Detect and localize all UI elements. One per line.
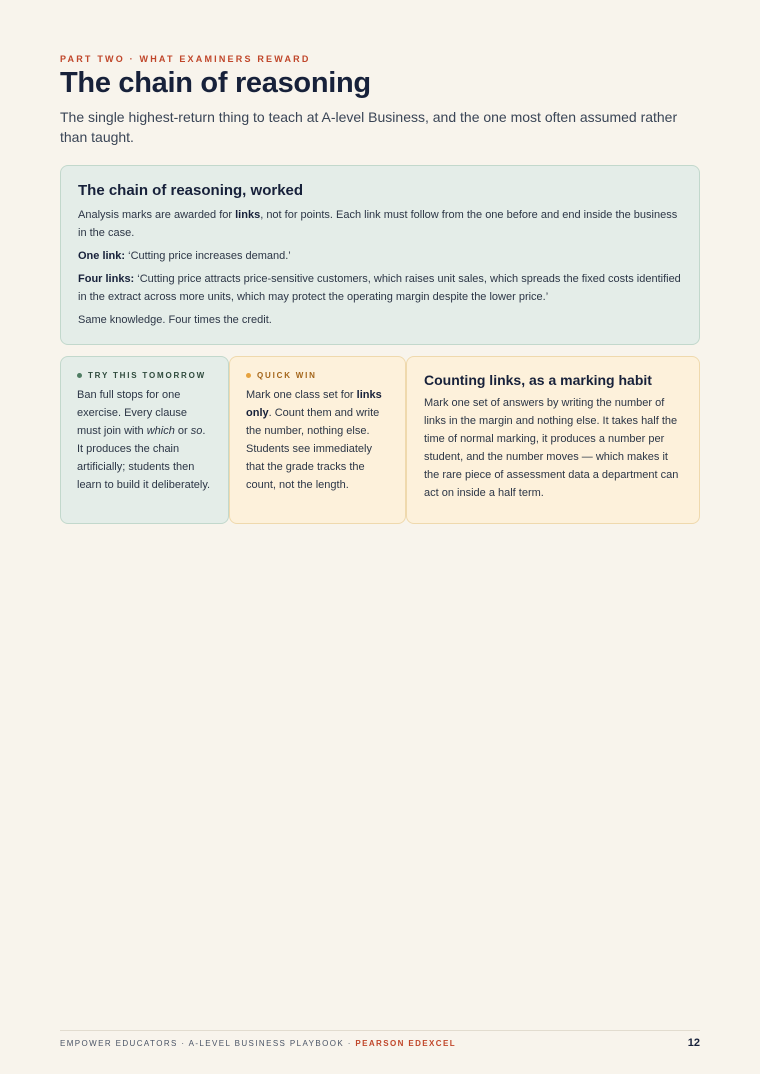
try-text-3: . It produces the chain artificially; students then learn to build it deliberately. — [77, 425, 211, 491]
footer-brand: PEARSON EDEXCEL — [355, 1039, 456, 1048]
try-em-so: so — [190, 425, 203, 437]
quick-bold: links only — [246, 389, 382, 419]
page-title: The chain of reasoning — [60, 67, 371, 99]
intro-bold: links — [235, 209, 261, 221]
footer-credit — [60, 1039, 456, 1048]
one-link-text: ‘Cutting price increases demand.’ — [125, 250, 291, 262]
page-subtitle: The single highest-return thing to teach at A-level Business, and the one most often assumed rather than taught. — [60, 109, 678, 145]
quick-win-text — [246, 386, 389, 494]
worked-example-heading: The chain of reasoning, worked — [78, 182, 304, 199]
counting-links-text: Mark one set of answers by writing the number of links in the margin and nothing else. It takes half the time of normal marking, it produces a number per student, and the number moves — which makes it the rare piece of assessment data a department can act on inside a half term. — [424, 397, 679, 499]
four-links-example — [78, 270, 682, 306]
intro-text-end: , not for points. Each link must follow from the one before and end inside the business in the case. — [78, 209, 678, 239]
quick-text-2: . Count them and write the number, nothing else. Students see immediately that the grade tracks the count, not the length. — [246, 407, 380, 491]
try-text-2: or — [174, 425, 191, 437]
worked-example-closing: Same knowledge. Four times the credit. — [78, 314, 272, 326]
footer-series: EMPOWER EDUCATORS · A-LEVEL BUSINESS PLAYBOOK · — [60, 1039, 356, 1048]
counting-links-heading: Counting links, as a marking habit — [424, 372, 652, 388]
try-tomorrow-text — [77, 386, 212, 494]
footer-divider — [60, 1030, 700, 1031]
dot-icon — [77, 373, 82, 378]
try-tomorrow-tag-label: TRY THIS TOMORROW — [88, 371, 207, 380]
try-tomorrow-tag — [77, 371, 212, 380]
one-link-example — [78, 247, 682, 265]
worked-example-intro — [78, 206, 682, 242]
counting-links-card — [406, 356, 700, 524]
section-eyebrow: PART TWO · WHAT EXAMINERS REWARD — [60, 54, 311, 64]
quick-win-tag-label: QUICK WIN — [257, 371, 317, 380]
try-tomorrow-card — [60, 356, 229, 524]
four-links-text: ‘Cutting price attracts price-sensitive customers, which raises unit sales, which spreads the fixed costs identified in the extract across more units, which may protect the operating margin despite the lower price.’ — [78, 273, 681, 303]
dot-icon — [246, 373, 251, 378]
try-text-1: Ban full stops for one exercise. Every clause must join with — [77, 389, 188, 437]
quick-win-card — [229, 356, 406, 524]
intro-text: Analysis marks are awarded for — [78, 209, 236, 221]
page-number: 12 — [687, 1037, 700, 1049]
one-link-label: One link: — [78, 250, 126, 262]
try-em-which: which — [146, 425, 175, 437]
quick-text-1: Mark one class set for — [246, 389, 357, 401]
four-links-label: Four links: — [78, 273, 135, 285]
worked-example-panel — [60, 165, 700, 345]
quick-win-tag — [246, 371, 389, 380]
page — [60, 0, 700, 1074]
